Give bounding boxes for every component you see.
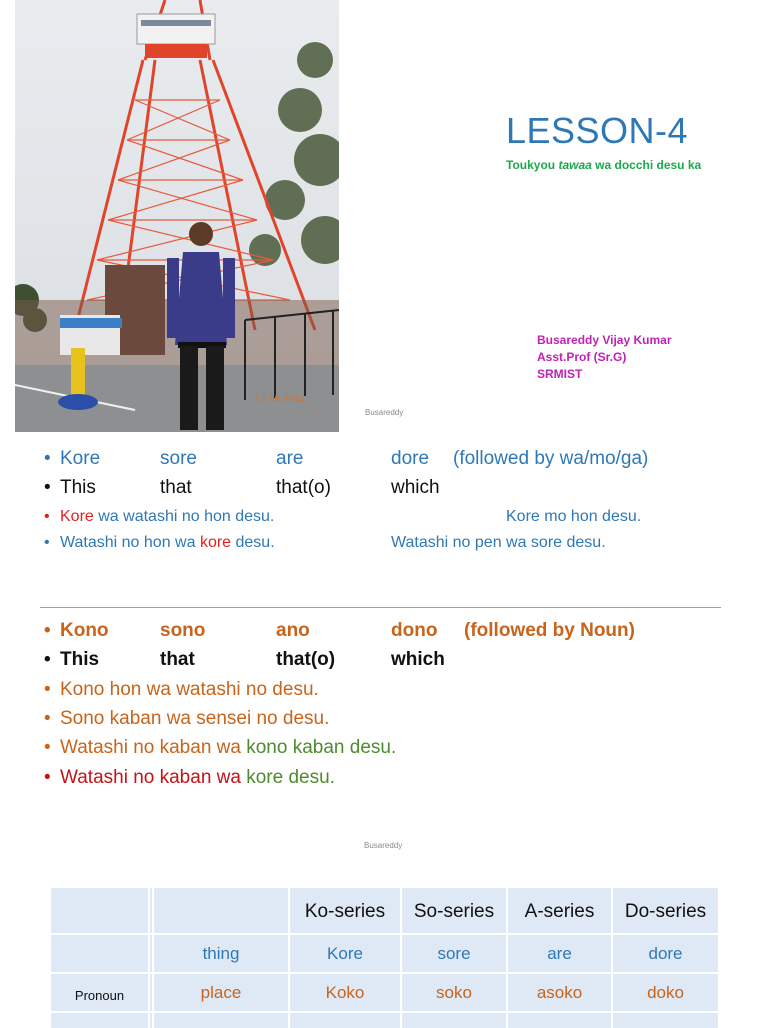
cell-kore: Kore [327,944,363,963]
header-so-series: So-series [413,901,495,922]
cell-doko: doko [647,983,684,1002]
author-institution: SRMIST [537,367,583,381]
lesson-title: LESSON-4 [506,110,689,151]
cell-soko: soko [436,983,472,1002]
series-table [51,888,718,1028]
cell-sore: sore [437,944,471,963]
cell-dore: dore [648,944,683,963]
row-label-thing: thing [202,944,240,963]
tokyo-tower-photo [15,0,339,432]
author-position: Asst.Prof (Sr.G) [537,350,627,364]
lesson-subtitle: Toukyou tawaa wa docchi desu ka [506,158,702,172]
row-group-pronoun: Pronoun [74,988,125,1003]
photo-date-stamp: 17.08.2014 [255,394,306,405]
slide-divider [40,607,721,608]
header-ko-series: Ko-series [304,901,386,922]
watermark: Busareddy [365,408,404,417]
cell-asoko: asoko [536,983,583,1002]
row-label-place: place [200,983,242,1002]
cell-koko: Koko [325,983,365,1002]
cell-are: are [547,944,572,963]
watermark-2: Busareddy [364,841,403,850]
author-name: Busareddy Vijay Kumar [537,333,672,347]
header-a-series: A-series [524,901,595,922]
header-do-series: Do-series [624,901,707,922]
